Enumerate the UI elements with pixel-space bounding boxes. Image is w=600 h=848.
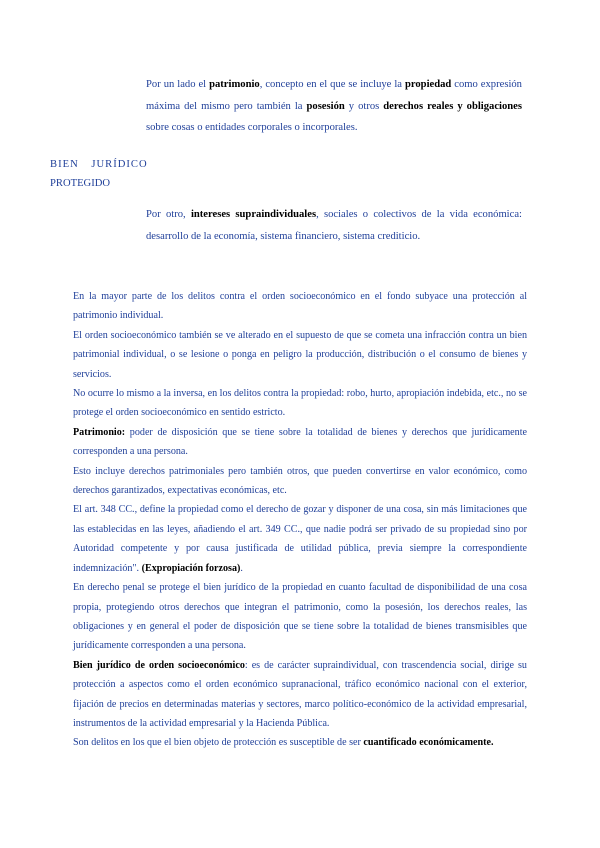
text-run: , sociales o colectivos de la vida económica: desarrollo de la economía, sistema financiero, sistema crediticio. [146,209,522,242]
text-run: Son delitos en los que el bien objeto de protección es susceptible de ser [73,737,364,749]
text-run: como expresión máxima del mismo pero también la [146,79,522,112]
text-run: . [240,562,243,574]
body-text [73,287,527,753]
paragraph: En la mayor parte de los delitos contra el orden socioeconómico en el fondo subyace una protección al patrimonio individual. [73,291,527,322]
text-run: : es de carácter supraindividual, con trascendencia social, dirige su protección a aspectos como el orden económico supranacional, tráfico económico nacional con el exterior, fijación de precios en determinadas materias y sectores, marco político-económico de la actividad empresarial, instrumentos de la actividad empresarial y la Hacienda Pública. [73,659,527,729]
bold-term-propiedad: propiedad [404,79,452,90]
supraindividual-block [146,204,522,247]
text-run: sobre cosas o entidades corporales o incorporales. [146,122,358,133]
bien-juridico-label [50,155,160,193]
paragraph: No ocurre lo mismo a la inversa, en los delitos contra la propiedad: robo, hurto, apropiación indebida, etc., no se protege el orden socioeconómico en sentido estricto. [73,388,527,419]
text-run: Por un lado el [146,79,210,90]
bold-term-bien-juridico: Bien jurídico de orden socioeconómico [73,659,245,671]
bold-term-supraindividuales: intereses supraindividuales [190,209,317,220]
paragraph [73,423,527,462]
text-run: El art. 348 CC., define la propiedad como el derecho de gozar y disponer de una cosa, sin más limitaciones que las establecidas en las leyes, añadiendo el art. 349 CC., que nadie podrá ser privado de su propiedad sino por Autoridad competente y por causa justificada de utilidad pública, previa siempre la correspondiente indemnización". [73,504,527,574]
text-run: Por otro, [146,209,191,220]
patrimonio-intro-block [146,74,522,139]
text-run: y otros [344,100,384,112]
text-run: , concepto en el que se incluye la [259,79,405,90]
bold-term-patrimonio-def: Patrimonio: [73,426,126,438]
bold-term-patrimonio: patrimonio [209,79,260,90]
label-line-2: PROTEGIDO [50,178,111,189]
text-run: poder de disposición que se tiene sobre la totalidad de bienes y derechos que jurídicamente corresponden a una persona. [73,426,527,458]
paragraph [73,500,527,578]
bold-term-expropiacion: (Expropiación forzosa) [141,562,241,574]
bold-term-derechos-reales: derechos reales y obligaciones [383,100,522,112]
bold-term-cuantificado: cuantificado económicamente. [363,737,494,749]
paragraph: El orden socioeconómico también se ve alterado en el supuesto de que se cometa una infracción contra un bien patrimonial individual, o se lesione o ponga en peligro la producción, distribución o el consumo de bienes y servicios. [73,329,527,380]
paragraph [73,656,527,734]
paragraph: Esto incluye derechos patrimoniales pero también otros, que pueden convertirse en valor económico, como derechos garantizados, expectativas económicas, etc. [73,465,527,497]
label-line-1: BIEN JURÍDICO [50,159,148,170]
bold-term-posesion: posesión [306,100,345,112]
paragraph [73,733,527,752]
paragraph: En derecho penal se protege el bien jurídico de la propiedad en cuanto facultad de disponibilidad de una cosa propia, protegiendo otros derechos que integran el patrimonio, como la posesión, los derechos reales, las obligaciones y en general el poder de disposición que se tiene sobre la totalidad de bienes transmisibles que jurídicamente corresponden a una persona. [73,582,527,652]
